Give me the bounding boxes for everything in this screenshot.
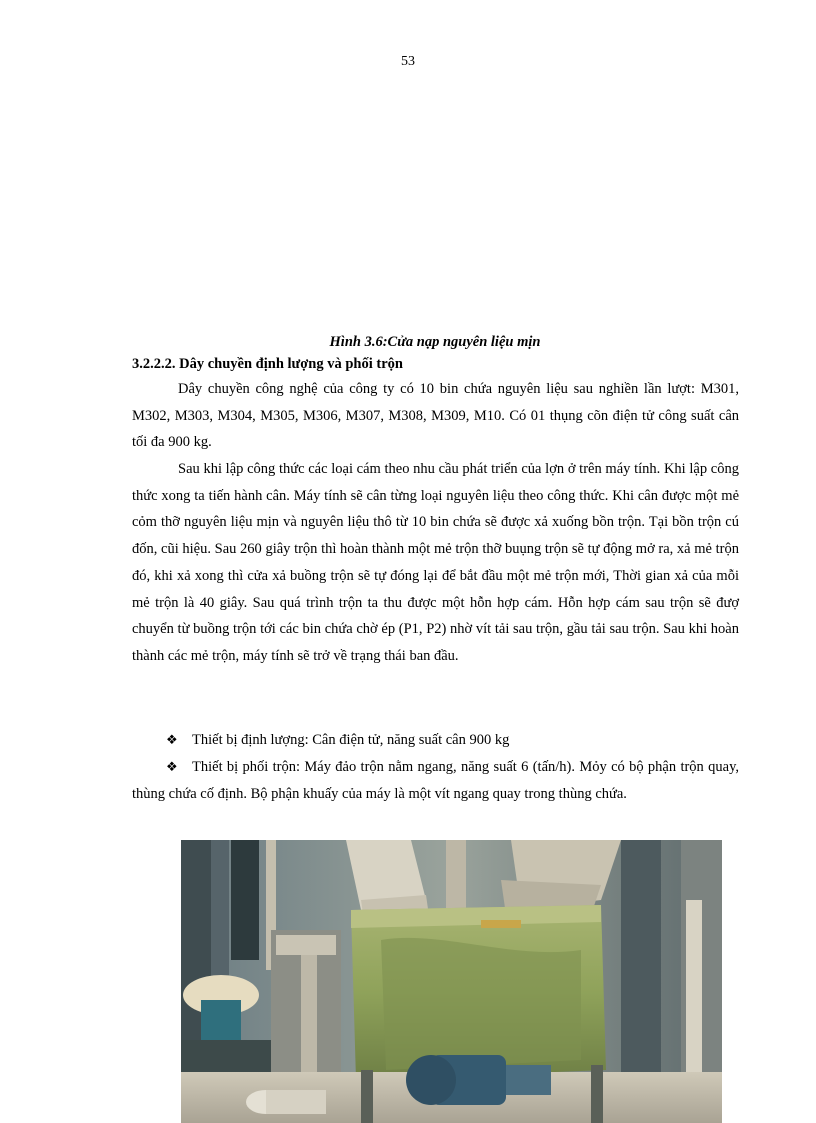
bullet-text: Thiết bị định lượng: Cân điện tử, năng suất cân 900 kg: [192, 732, 510, 748]
bullet-diamond-icon: ❖: [166, 732, 178, 747]
page-number: 53: [401, 54, 415, 69]
bullet-item-1: [132, 727, 739, 754]
bullet-text: Thiết bị phối trộn: Máy đảo trộn nằm ngang, năng suất 6 (tấn/h). Mỏy có bộ phận trộn quay, thùng chứa cố định. Bộ phận khuấy của máy là một vít ngang quay trong thùng chứa.: [132, 759, 739, 802]
mixer-photo-illustration: [181, 840, 722, 1123]
bullet-diamond-icon: ❖: [166, 759, 178, 774]
paragraph-1: Dây chuyền công nghệ của công ty có 10 bin chứa nguyên liệu sau nghiền lần lượt: M301, M302, M303, M304, M305, M306, M307, M308, M309, M10. Có 01 thụng cõn điện tử công suất cân tối đa 900 kg.: [132, 381, 739, 451]
figure-caption: Hình 3.6:Cửa nạp nguyên liệu mịn: [329, 334, 541, 350]
mixer-photo: [181, 840, 722, 1123]
paragraph-2: Sau khi lập công thức các loại cám theo nhu cầu phát triển của lợn ở trên máy tính. Khi lập công thức xong ta tiến hành cân. Máy tính sẽ cân từng loại nguyên liệu theo công thức. Khi cân được một mẻ cỏm thỡ nguyên liệu mịn và nguyên liệu thô từ 10 bin chứa sẽ được xả xuống bồn trộn. Tại bồn trộn cú đốn, cũi hiệu. Sau 260 giây trộn thì hoàn thành một mẻ trộn thỡ buụng trộn sẽ tự động mở ra, xả mẻ trộn đó, khi xả xong thì cửa xả buồng trộn sẽ tự đóng lại để bắt đầu một mẻ trộn mới, Thời gian xả của mỗi mẻ trộn là 40 giây. Sau quá trình trộn ta thu được một hỗn hợp cám. Hỗn hợp cám sau trộn sẽ đượ chuyển từ buồng trộn tới các bin chứa chờ ép (P1, P2) nhờ vít tải sau trộn, gầu tải sau trộn. Sau khi hoàn thành các mẻ trộn, máy tính sẽ trở về trạng thái ban đầu.: [132, 461, 739, 664]
section-heading: 3.2.2.2. Dây chuyền định lượng và phối trộn: [132, 356, 403, 372]
bullet-item-2: [132, 754, 739, 807]
